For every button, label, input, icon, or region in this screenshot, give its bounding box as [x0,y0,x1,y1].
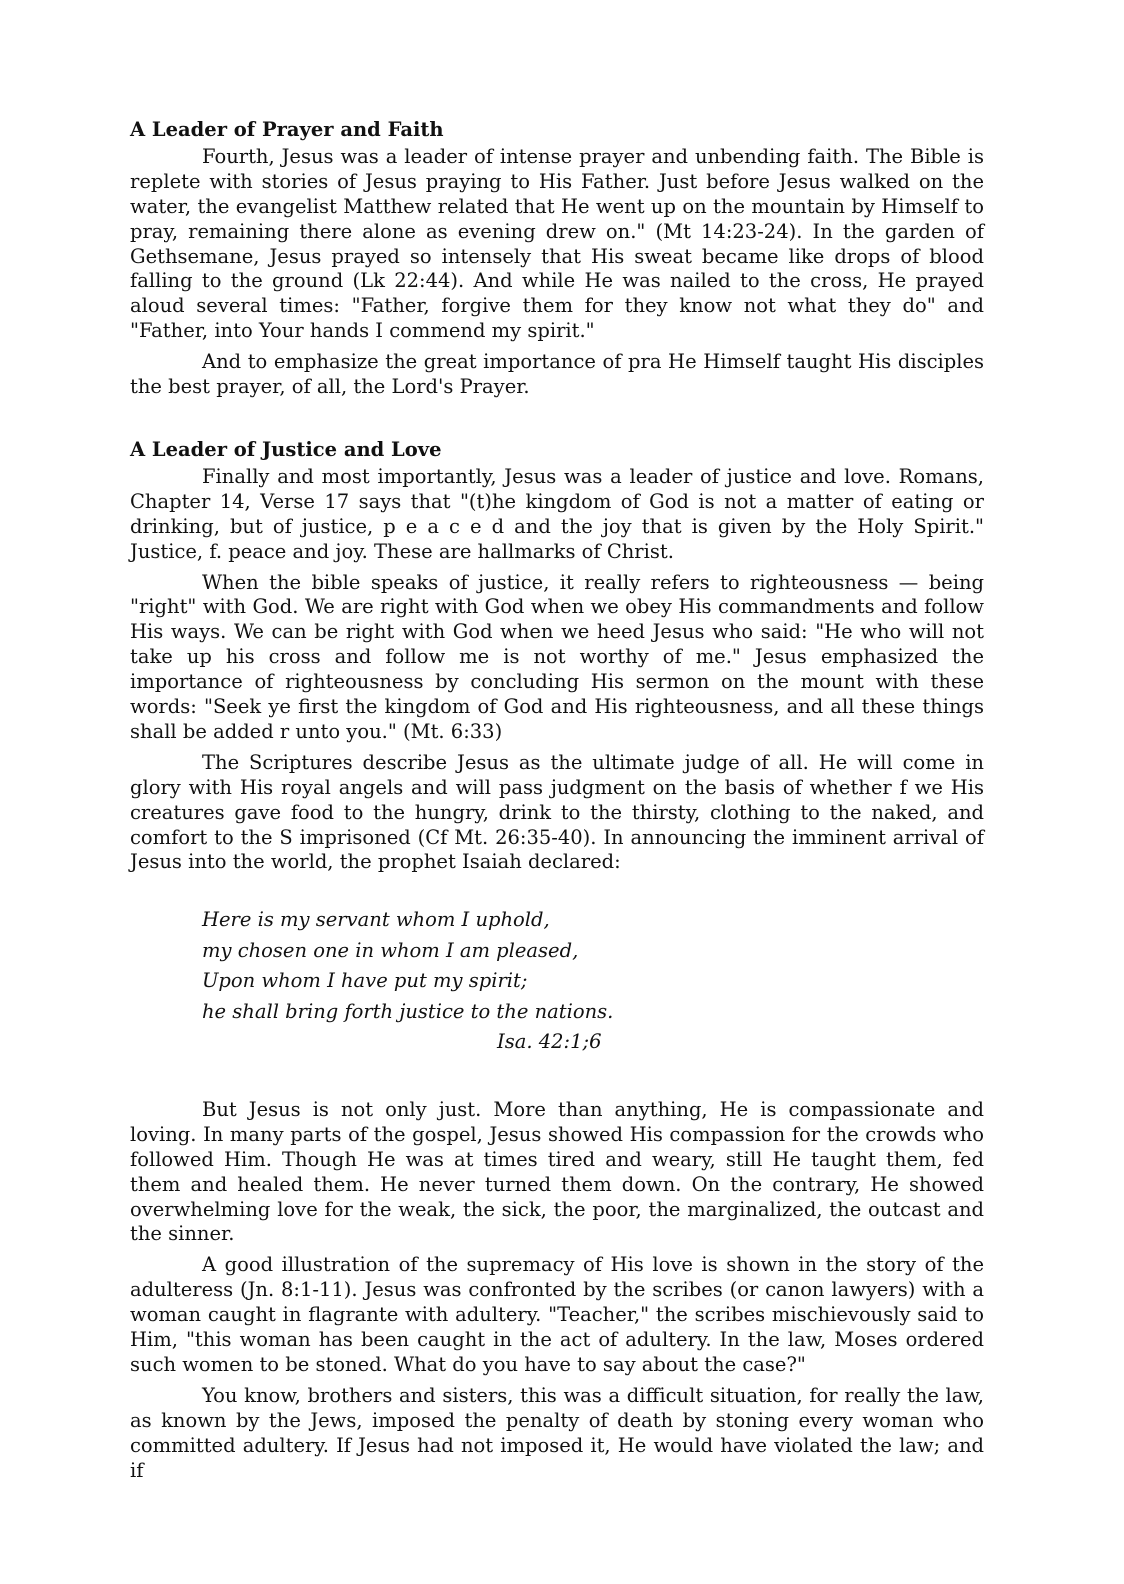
verse-line: Here is my servant whom I uphold, [202,908,550,932]
paragraph: When the bible speaks of justice, it really refers to righteousness — being "right" with God. We are right with God when we obey His commandments and follow His ways. We can be right with God when we heed Jesus who said: "He who will not take up his cross and follow me is not worthy of me." Jesus emphasized the importance of righteousness by concluding His sermon on the mount with these words: "Seek ye first the kingdom of God and His righteousness, and all these things shall be added r unto you." (Mt. 6:33) [130,570,984,743]
paragraph: Finally and most importantly, Jesus was a leader of justice and love. Romans, Chapter 14, Verse 17 says that "(t)he kingdom of God is not a matter of eating or drinking, but of justice, p e a c e d and the joy that is given by the Holy Spirit." Justice, f. peace and joy. These are hallmarks of Christ. [130,464,984,563]
paragraph: But Jesus is not only just. More than anything, He is compassionate and loving. In many parts of the gospel, Jesus showed His compassion for the crowds who followed Him. Though He was at times tired and weary, still He taught them, fed them and healed them. He never turned them down. On the contrary, He showed overwhelming love for the weak, the sick, the poor, the marginalized, the outcast and the sinner. [130,1097,984,1246]
paragraph: Fourth, Jesus was a leader of intense prayer and unbending faith. The Bible is replete with stories of Jesus praying to His Father. Just before Jesus walked on the water, the evangelist Matthew related that He went up on the mountain by Himself to pray, remaining there alone as evening drew on." (Mt 14:23-24). In the garden of Gethsemane, Jesus prayed so intensely that His sweat became like drops of blood falling to the ground (Lk 22:44). And while He was nailed to the cross, He prayed aloud several times: "Father, forgive them for they know not what they do" and "Father, into Your hands I commend my spirit." [130,144,984,343]
section-heading-justice-love: A Leader of Justice and Love [130,437,442,461]
scripture-quote [202,905,984,1058]
verse-line: Upon whom I have put my spirit; [202,969,528,993]
verse-line: my chosen one in whom I am pleased, [202,938,579,962]
document-page [130,118,984,1489]
verse-line: he shall bring forth justice to the nations. [202,999,614,1023]
paragraph: A good illustration of the supremacy of His love is shown in the story of the adulteress (Jn. 8:1-11). Jesus was confronted by the scribes (or canon lawyers) with a woman caught in flagrante with adultery. "Teacher," the scribes mischievously said to Him, "this woman has been caught in the act of adultery. In the law, Moses ordered such women to be stoned. What do you have to say about the case?" [130,1253,984,1376]
verse-citation: Isa. 42:1;6 [497,1030,602,1054]
paragraph: And to emphasize the great importance of pra He Himself taught His disciples the best prayer, of all, the Lord's Prayer. [130,350,984,399]
section-heading-prayer-faith: A Leader of Prayer and Faith [130,118,444,141]
paragraph: The Scriptures describe Jesus as the ultimate judge of all. He will come in glory with His royal angels and will pass judgment on the basis of whether f we His creatures gave food to the hungry, drink to the thirsty, clothing to the naked, and comfort to the S imprisoned (Cf Mt. 26:35-40). In announcing the imminent arrival of Jesus into the world, the prophet Isaiah declared: [130,750,984,874]
paragraph: You know, brothers and sisters, this was a difficult situation, for really the law, as known by the Jews, imposed the penalty of death by stoning every woman who committed adultery. If Jesus had not imposed it, He would have violated the law; and if [130,1383,984,1482]
